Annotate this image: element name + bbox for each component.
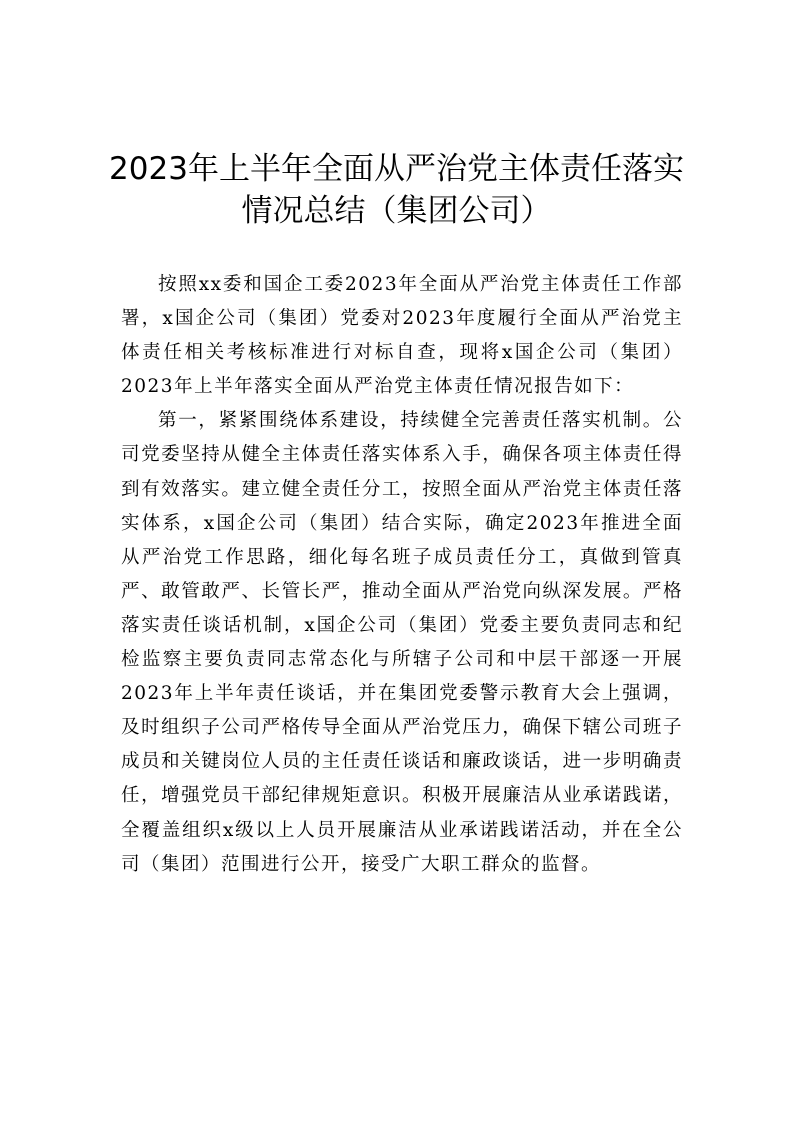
paragraph-section-1: 第一，紧紧围绕体系建设，持续健全完善责任落实机制。公司党委坚持从健全主体责任落实体系入手，确保各项主体责任得到有效落实。建立健全责任分工，按照全面从严治党主体责任落实体系，x国企公司（集团）结合实际，确定2023年推进全面从严治党工作思路，细化每名班子成员责任分工，真做到管真严、敢管敢严、长管长严，推动全面从严治党向纵深发展。严格落实责任谈话机制，x国企公司（集团）党委主要负责同志和纪检监察主要负责同志常态化与所辖子公司和中层干部逐一开展2023年上半年责任谈话，并在集团党委警示教育大会上强调，及时组织子公司严格传导全面从严治党压力，确保下辖公司班子成员和关键岗位人员的主任责任谈话和廉政谈话，进一步明确责任，增强党员干部纪律规矩意识。积极开展廉洁从业承诺践诺，全覆盖组织x级以上人员开展廉洁从业承诺践诺活动，并在全公司（集团）范围进行公开，接受广大职工群众的监督。 xyxy=(121,410,683,875)
document-title-line-2: 情况总结（集团公司） xyxy=(241,193,552,229)
paragraph-intro: 按照xx委和国企工委2023年全面从严治党主体责任工作部署，x国企公司（集团）党委对2023年度履行全面从严治党主体责任相关考核标准进行对标自查，现将x国企公司（集团）2023年上半年落实全面从严治党主体责任情况报告如下： xyxy=(121,274,683,398)
document-body xyxy=(121,268,683,882)
document-title-line-1: 2023年上半年全面从严治党主体责任落实 xyxy=(109,151,684,187)
